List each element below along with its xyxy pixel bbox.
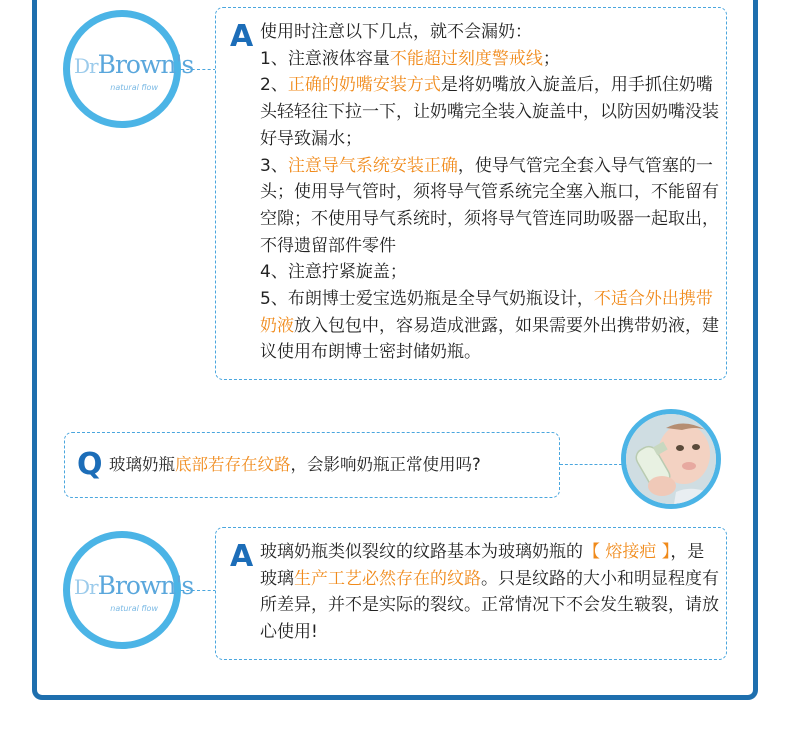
question-text: 玻璃奶瓶底部若存在纹路，会影响奶瓶正常使用吗? bbox=[109, 455, 481, 474]
answer-1-point-5: 5、布朗博士爱宝选奶瓶是全导气奶瓶设计，不适合外出携带奶液放入包包中，容易造成泄露，如果需要外出携带奶液，建议使用布朗博士密封储奶瓶。 bbox=[260, 289, 719, 363]
drbrowns-logo bbox=[63, 10, 194, 128]
answer-1-point-1: 1、注意液体容量不能超过刻度警戒线； bbox=[260, 48, 560, 69]
logo-tagline: natural flow bbox=[110, 83, 158, 92]
answer-1-point-4: 4、注意拧紧旋盖； bbox=[260, 262, 407, 283]
answer-2-text: 玻璃奶瓶类似裂纹的纹路基本为玻璃奶瓶的【 熔接疤 】，是玻璃生产工艺必然存在的纹路。只是纹路的大小和明显程度有所差异，并不是实际的裂纹。正常情况下不会发生皲裂，请放心使用! bbox=[260, 542, 719, 643]
answer-box-2 bbox=[215, 527, 727, 660]
answer-1-intro: 使用时注意以下几点，就不会漏奶： bbox=[260, 22, 532, 42]
answer-1-point-3: 3、注意导气系统安装正确，使导气管完全套入导气管塞的一头；使用导气管时，须将导气管系统完全塞入瓶口，不能留有空隙；不使用导气系统时，须将导气管连同助吸器一起取出，不得遗留部件零件 bbox=[260, 155, 719, 256]
baby-photo bbox=[621, 409, 721, 509]
logo-tagline: natural flow bbox=[110, 604, 158, 613]
answer-1-text bbox=[260, 19, 720, 366]
answer-box-1 bbox=[215, 7, 727, 380]
answer-1-point-2: 2、正确的奶嘴安装方式是将奶嘴放入旋盖后，用手抓住奶嘴头轻轻往下拉一下，让奶嘴完全装入旋盖中，以防因奶嘴没装好导致漏水； bbox=[260, 75, 719, 149]
answer-letter-icon: A bbox=[230, 19, 254, 54]
question-box bbox=[64, 432, 560, 498]
question-letter-icon: Q bbox=[77, 447, 103, 482]
connector-line bbox=[560, 464, 622, 465]
drbrowns-logo bbox=[63, 531, 194, 649]
baby-with-bottle-image bbox=[626, 414, 716, 504]
logo-wordmark: DrBrown's bbox=[74, 571, 194, 600]
connector-line bbox=[181, 69, 216, 70]
connector-line bbox=[181, 590, 216, 591]
logo-wordmark: DrBrown's bbox=[74, 50, 194, 79]
answer-letter-icon: A bbox=[230, 539, 254, 574]
